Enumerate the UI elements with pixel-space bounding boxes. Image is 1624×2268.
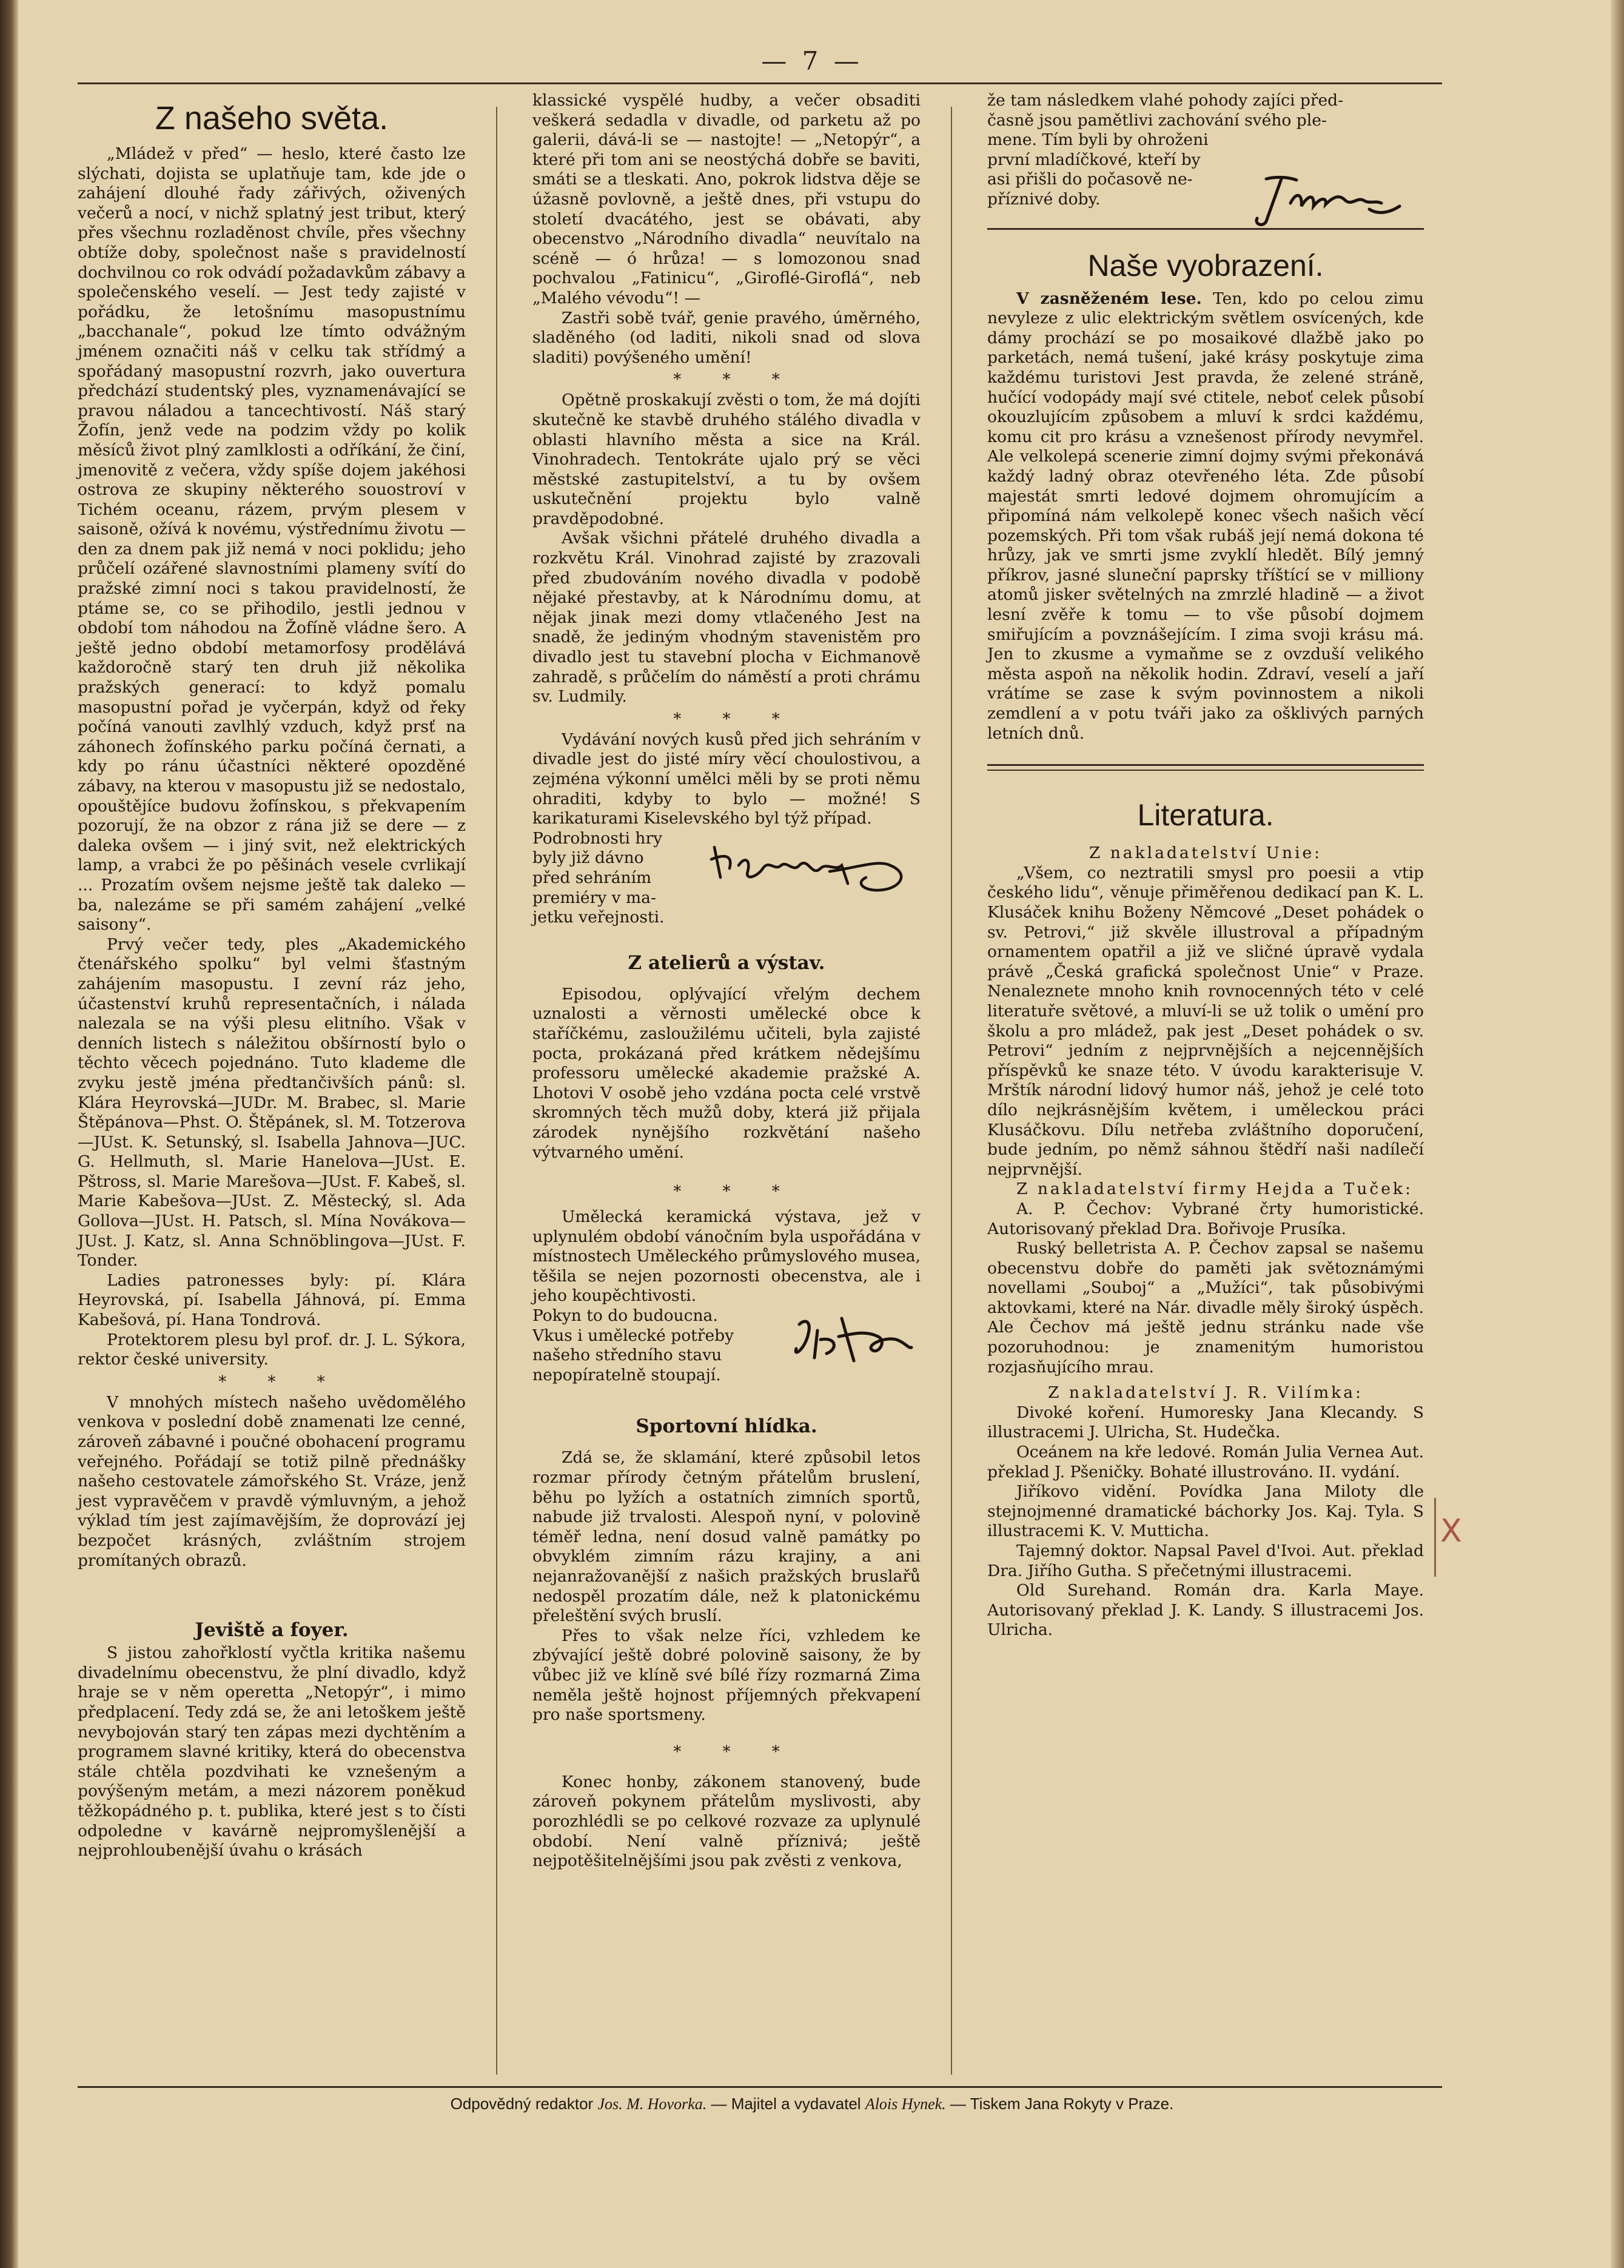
review-paragraph: A. P. Čechov: Vybrané črty humoristické. Autorisovaný překlad Dra. Bořivoje Prusíka. [987,1199,1424,1238]
footer-rule [78,2086,1442,2088]
text-line: premiéry v ma- [532,888,656,907]
article-paragraph: Protektorem plesu byl prof. dr. J. L. Sýkora, rektor české university. [78,1330,466,1369]
signature-kaminsky [708,835,921,902]
section-subtitle-z-atelieru-a-vystav: Z atelierů a výstav. [628,951,825,974]
article-paragraph: Avšak všichni přátelé druhého divadla a rozkvětu Král. Vinohrad zajisté by zrazovali před zbudováním nového divadla v podobě nějaké přestavby, at k Národnímu domu, at nějak jinak mezi domy vtlačeného Jest na snadě, že jediným vhodným stavenistěm pro divadlo jest tu stavební plocha v Eichmanově zahradě, s průčelím do náměstí a proti chrámu sv. Ludmily. [532,529,921,706]
article-paragraph: „Mládež v před“ — heslo, které často lze slýchati, dojista se uplatňuje tam, kde jde o zahájení dlouhé řady zářivých, oživených večerů a nocí, v nichž splatný jest tribut, který přes všechnu rozladěnost chvíle, přes všechny obtíže doby, společnost naše s pravidelností dochvilnou co rok odvádí požadavkům zábavy a společenského veselí. — Jest tedy zajisté v pořádku, že letošnímu masopustnímu „bacchanale“, pokud lze tímto odvážným jménem označiti náš v celku tak střídmý a spořádaný masopustní rozvrh, jako ouvertura předchází studentský ples, vyznamenávající se pravou náladou a tancechtivostí. Náš starý Žofín, jenž vede na podzim vždy po kolik měsíců život plný zamlklosti a odříkání, že činí, jmenovitě z večera, vždy spíše dojem jakéhosi ostrova ze skupiny některého souostroví v Tichém oceanu, rázem, prvým plesem v saisoně, ožívá k novému, výstřednímu životu — den za dnem pak již nemá v noci poklidu; jeho průčelí ozářené slavnostními plameny svítí do pražské zimní noci s takou pravidelností, že ptáme se, co se přihodilo, jestli jednou v období tom náhodou na Žofíně vládne šero. A ještě jedno období metamorfosy prodělává každoročně starý ten druh již několika pražských generací: to když pomalu masopustní pořad je vyčerpán, když od řeky počíná vanouti zavlhlý vzduch, když prsť na záhonech žofínského parku počíná černati, a kdy po ránu účastníci některé opozděné zábavy, na kterou v masopustu již se nedostalo, opouštějíce budovu žofínskou, s překvapením pozorují, že na obzor z rána již se dere — z daleka ovšem — i jiný svit, než elektrických lamp, a vrabci že po pěšinách vesele cvrlikají ... Prozatím ovšem nejsme ještě tak daleko — ba, nalezáme se při samém zahájení „velké saisony“. [78,144,466,934]
article-lead: V zasněženém lese. [1016,289,1202,308]
page-number: — 7 — [761,46,863,76]
review-paragraph: Divoké koření. Humoresky Jana Klecandy. S illustracemi J. Ulricha, St. Hudečka. [987,1403,1424,1442]
publisher-heading: Z nakladatelství Unie: [1089,844,1323,863]
section-subtitle-sportovni-hlidka: Sportovní hlídka. [636,1415,817,1438]
publisher-heading: Z nakladatelství J. R. Vilímka: [1048,1383,1363,1403]
article-paragraph: Konec honby, zákonem stanovený, bude zároveň pokynem přátelům myslivosti, aby porozhlédli se po celkové rozvaze za uplynulé období. Není valně příznivá; ještě nejpotěšitelnějšími jsou pak zvěsti z venkova, [532,1772,921,1871]
text-line: před sehráním [532,868,652,887]
section-separator-stars: * * * [673,1183,798,1201]
text-line: první mladíčkové, kteří by [987,150,1201,169]
article-paragraph: Přes to však nelze říci, vzhledem ke zbývající ještě dobré polovině saisony, že by vůbec již ve klíně své bílé řízy rozmarná Zima neměla ještě hojnost příjemných překvapení pro naše sportsmeny. [532,1626,921,1725]
margin-pencil-mark: X [1440,1513,1462,1549]
footer-owner: Alois Hynek. [865,2095,946,2113]
section-separator-stars: * * * [673,1742,798,1761]
section-title-z-naseho-sveta: Z našeho světa. [155,100,389,136]
column-3 [987,91,1424,1640]
imprint-footer [0,2095,1624,2113]
text-line: jetku veřejnosti. [532,908,665,927]
review-paragraph: Ruský belletrista A. P. Čechov zapsal se našemu obecenstvu dobře do paměti jak světoznámými novellami „Souboj“ a „Mužíci“, tak působivými aktovkami, které na Nár. divadle měly široký úspěch. Ale Čechov má ještě jednu stránku nade vše pozoruhodnou: je znamenitým humoristou rozjasňujícího mrau. [987,1239,1424,1377]
text-line: mene. Tím byli by ohroženi [987,130,1209,150]
article-paragraph: Episodou, oplývající vřelým dechem uznalosti a věrnosti umělecké obce k staříčkému, zasloužilému učiteli, byla zajisté pocta, prokázaná před krátkem nědejšímu professoru umělecké akademie pražské A. Lhotovi V osobě jeho vzdána pocta celé vrstvě skromných těch mužů doby, která již přijala zárodek nynějšího rozkvětání našeho výtvarného umění. [532,984,921,1162]
review-paragraph: „Všem, co neztratili smysl pro poesii a vtip českého lidu“, věnuje přiměřenou dedikací pan K. L. Klusáček knihu Boženy Němcové „Deset pohádek o sv. Petrovi,“ již skvěle illustroval a případným ornamentem opatřil a již ve sličné úpravě vydala právě „Česká grafická společnost Unie“ v Praze. Nenaleznete mnoho knih rovnocenných této v celé literatuře světové, a mluví-li se už tolik o umění pro školu a pro mládež, pak jest „Deset pohádek o sv. Petrovi“ jedním z nejprvnějších a nejcennějších příspěvků ke snaze této. V úvodu karakterisuje V. Mrštík národní lidový humor náš, jehož je celé toto dílo nejkrásnějším květem, i uměleckou práci Klusáčkovu. Dílu netřeba zvláštního doporučení, bude jedním, po němž sáhnou štědří naši nadílečí nejprvnější. [987,863,1424,1179]
article-paragraph: V mnohých místech našeho uvědomělého venkova v poslední době znamenati lze cenné, zároveň zábavné i poučné obohacení programu veřejného. Pořádají se totiž pilně přednášky našeho cestovatele zámořského St. Vráze, jenž jest vypravěčem v pravdě výmluvným, a jehož výklad tím jest zajímavějším, že doprovází jej bezpočet krásných, zvláštním strojem promítaných obrazů. [78,1392,466,1570]
footer-text: — Tiskem Jana Rokyty v Praze. [950,2095,1174,2113]
article-text: Ten, kdo po celou zimu nevyleze z ulic elektrickým světlem osvícených, kde dámy prochází se po mosaikové dlažbě jako po parketách, nemá tušení, jaké krásy poskytuje zima každému turistovi Jest pravda, že zelené stráně, hučící vodopády mají své ctitele, neboť celek působí okouzlujícím způsobem a mluví k srdci každému, komu cit pro krásu a vznešenost přírody nevymřel. Ale velkolepá scenerie zimní dojmy svými překonává každý ladný obraz otevřeného léta. Zde působí majestát smrti ledové dojmem ohromujícím a připomíná nám velkolepě konec všech našich věcí pozemských. Při tom však rubáš její nemá dokona té hrůzy, jak ve smrti jsme zvyklí hledět. Bílý jemný příkrov, jasné sluneční paprsky tříštící se v milliony atomů jisker světelných na zmrzlé hladině — a život lesní zvěře k tomu — to vše působí dojmem smiřujícím a povznášejícím. I zima svoji krásu má. Jen to zkusme a vymaňme se z ovzduší velikého města aspoň na několik hodin. Zdraví, veselí a jaří vrátíme se zase k svým povinnostem a nikoli zemdlení a v potu tváři jako za ošklivých parných letních dnů. [987,289,1424,743]
text-line: časně jsou pamětlivi zachování svého ple- [987,110,1327,130]
page-binding [0,0,18,2268]
review-paragraph: Jiříkovo vidění. Povídka Jana Miloty dle stejnojmenné dramatické báchorky Jos. Kaj. Tyla. S illustracemi K. V. Mutticha. [987,1482,1424,1541]
article-paragraph: Vydávání nových kusů před jich sehráním v divadle jest do jisté míry věcí choulostivou, a zejména výkonní umělci měli by se proti němu ohraditi, kdyby to bylo — možné! S karikaturami Kiselevského byl týž případ. [532,730,921,828]
signature-zak [787,1306,921,1379]
section-separator-stars: * * * [673,371,798,389]
article-paragraph: Zastři sobě tvář, genie pravého, úměrného, sladěného (od laditi, nikoli snad od slova sladiti) povýšeného umění! [532,308,921,367]
section-rule [987,764,1424,766]
text-line: Vkus i umělecké potřeby [532,1326,734,1345]
margin-pencil-line [1434,1498,1436,1577]
page-edge [1611,0,1624,2268]
footer-text: Odpovědný redaktor [450,2095,594,2113]
section-title-nase-vyobrazeni: Naše vyobrazení. [1087,248,1324,283]
signature-block-zak [532,1306,921,1385]
signature-box [78,1571,466,1595]
footer-editor: Jos. M. Hovorka. [597,2095,707,2113]
article-paragraph: Ladies patronesses byly: pí. Klára Heyrovská, pí. Isabella Jáhnová, pí. Emma Kabešová, pí. Hana Tondrová. [78,1270,466,1330]
review-paragraph: Oceánem na kře ledové. Román Julia Vernea Aut. překlad J. Pšeničky. Bohaté illustrováno. II. vydání. [987,1443,1424,1481]
footer-text: — Majitel a vydavatel [711,2095,861,2113]
article-paragraph: Umělecká keramická výstava, jež v uplynulém období vánočním byla uspořádána v místnostech Uměleckého průmyslového musea, těšila se nejen pozornosti obecenstva, ale i jeho koupěchtivosti. [532,1207,921,1306]
text-line: že tam následkem vlahé pohody zajíci před- [987,91,1344,110]
review-paragraph: Old Surehand. Román dra. Karla Maye. Autorisovaný překlad J. K. Landy. S illustracemi Jos. Ulricha. [987,1581,1424,1640]
article-paragraph: Prvý večer tedy, ples „Akademického čtenářského spolku“ byl velmi šťastným zahájením masopustu. I zevní ráz jeho, účastenství kruhů representačních, i nálada nalezala se na výši plesu elitního. Však v denních listech s náležitou obšírností bylo o těchto věcech pojednáno. Tuto klademe dle zvyku jestě jména předtančivších pánů: sl. Klára Heyrovská—JUDr. M. Brabec, sl. Marie Štěpánova—Phst. O. Štěpánek, sl. M. Totzerova—JUst. K. Setunský, sl. Isabella Jahnova—JUC. G. Hellmuth, sl. Marie Hanelova—JUst. E. Pštross, sl. Marie Marešova—JUst. F. Kabeš, sl. Marie Kabešova—JUst. Z. Městecký, sl. Ada Gollova—JUst. H. Patsch, sl. Mína Novákova—JUst. J. Katz, sl. Anna Schnöblingova—JUst. F. Tonder. [78,934,466,1270]
column-1 [78,91,466,1861]
text-line: Podrobnosti hry [532,828,663,848]
column-divider-2 [951,107,952,2075]
review-paragraph: Tajemný doktor. Napsal Pavel d'Ivoi. Aut. překlad Dra. Jiřího Gutha. S přečetnými illustracemi. [987,1542,1424,1580]
section-title-literatura: Literatura. [1137,798,1274,833]
signature-hmatecka [1248,167,1412,233]
article-paragraph [987,289,1424,744]
article-paragraph: S jistou zahořklostí vyčtla kritika našemu divadelnímu obecenstvu, že plní divadlo, když hraje se v něm operetta „Netopýr“, i mimo předplacení. Tedy zdá se, že ani letoškem ještě nevybojován starý ten zápas mezi dychtěním a programem slavné kritiky, která do obecenstva stále chtěla pozdvihati ke vznešeným a povýšeným metám, a mezi názorem poněkud těžkopádného p. t. publika, které jest s to čísti odpoledne v kavárně nejpromyšlenější a nejprohloubenější úvahu o krásách [78,1643,466,1860]
column-2 [532,91,921,1871]
text-line: příznivé doby. [987,189,1101,209]
text-line: Pokyn to do budoucna. [532,1306,718,1326]
signature-block-kaminsky [532,829,921,928]
section-rule [987,770,1424,771]
signature-block-hmatecka [987,91,1424,210]
text-line: byly již dávno [532,848,644,868]
publisher-heading: Z nakladatelství firmy Hejda a Tuček: [1016,1179,1413,1199]
article-paragraph: Opětně proskakují zvěsti o tom, že má dojíti skutečně ke stavbě druhého stálého divadla v oblasti hlavního města a sice na Král. Vinohradech. Tentokráte ujalo prý se věci městské zastupitelství, a tu by ovšem uskutečnění projektu bylo valně pravděpodobné. [532,391,921,528]
text-line: našeho středního stavu [532,1346,722,1365]
header-rule [78,82,1442,84]
text-line: nepopíratelně stoupají. [532,1365,721,1384]
text-line: asi přišli do počasově ne- [987,170,1193,189]
column-divider-1 [496,107,497,2075]
section-separator-stars: * * * [218,1372,343,1391]
article-paragraph: Zdá se, že sklamání, které způsobil letos rozmar přírody četným přátelům bruslení, běhu po lyžích a ostatních zimních sportů, nabude již trvalosti. Alespoň nyní, v polovině téměř ledna, není dosud valně památky po obvyklém zimním rázu krajiny, a ani nejanražovanější z našich pražských bruslařů nedospěl prozatím dále, než k platonickému přeleštění svých bruslí. [532,1448,921,1626]
section-subtitle-jeviste-a-foyer: Jeviště a foyer. [195,1619,349,1642]
section-separator-stars: * * * [673,710,798,728]
article-paragraph: klassické vyspělé hudby, a večer obsaditi veškerá sedadla v divadle, od parketu až po galerii, dává-li se — nastojte! — „Netopýr“, a které při tom ani se neostýchá dobře se baviti, smáti se a tleskati. Ano, pokrok lidstva děje se úžasně povlovně, a ještě dnes, při vstupu do století dvacátého, jest se obávati, aby obecenstvo „Národního divadla“ neuvítalo na scéně — ó hrůza! — s lomozonou snad pochvalou „Fatinicu“, „Giroflé-Giroflá“, neb „Malého vévodu“! — [532,91,921,307]
